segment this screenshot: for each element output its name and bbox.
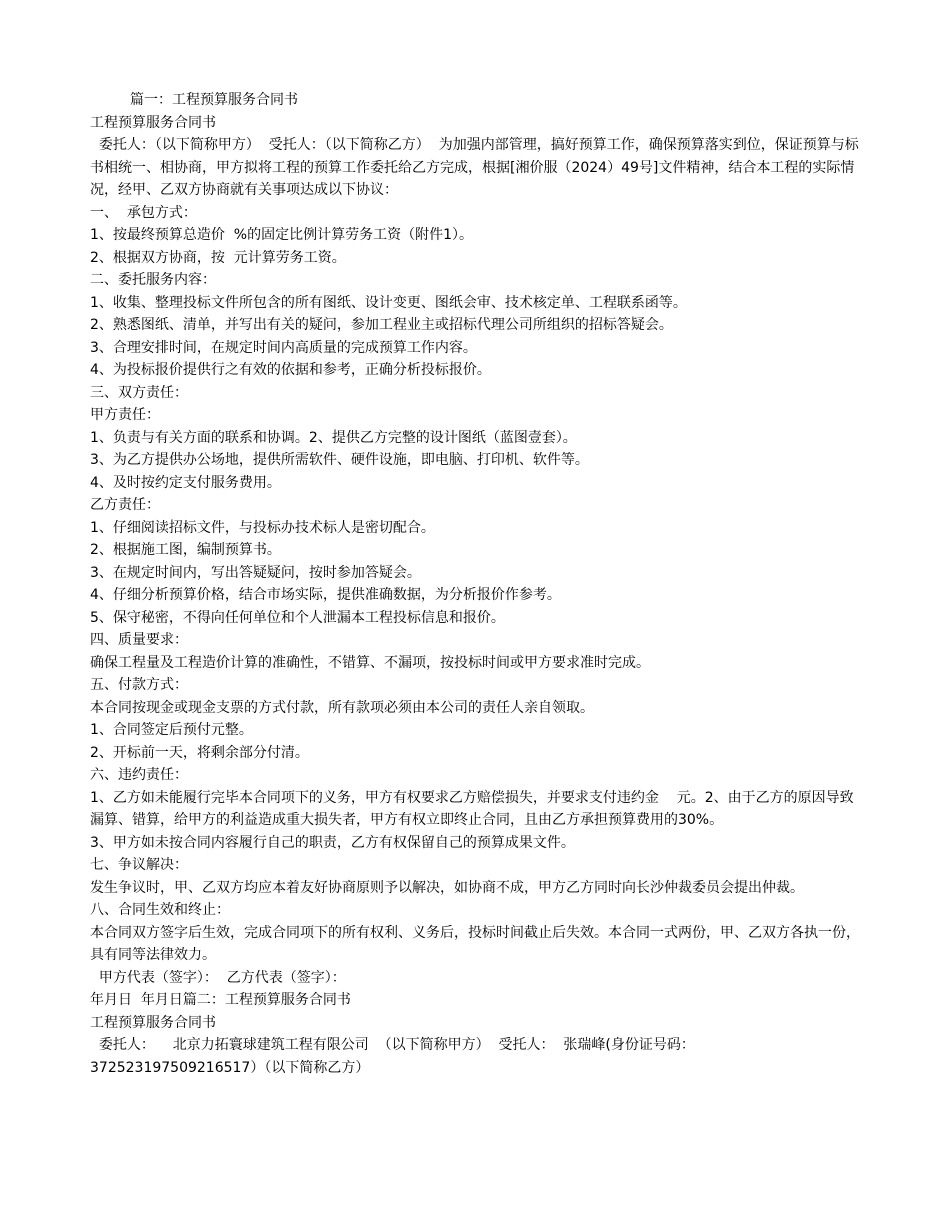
document-body <box>90 89 862 1079</box>
list-item: 3、甲方如未按合同内容履行自己的职责，乙方有权保留自己的预算成果文件。 <box>90 834 575 851</box>
list-item: 3、为乙方提供办公场地，提供所需软件、硬件设施，即电脑、打印机、软件等。 <box>90 452 589 468</box>
paragraph: 发生争议时，甲、乙双方均应本着友好协商原则予以解决，如协商不成，甲方乙方同时向长沙仲裁委员会提出仲裁。 <box>90 879 804 896</box>
doc-title: 工程预算服务合同书 <box>90 114 216 131</box>
list-item: 5、保守秘密，不得向任何单位和个人泄漏本工程投标信息和报价。 <box>90 609 505 626</box>
list-item: 1、仔细阅读招标文件，与投标办技术标人是密切配合。 <box>90 519 435 536</box>
list-item: 2、根据双方协商，按 元计算劳务工资。 <box>90 249 346 266</box>
section-6-heading: 六、违约责任： <box>90 767 188 783</box>
section-4-heading: 四、质量要求： <box>90 632 188 648</box>
section-5-heading: 五、付款方式： <box>90 677 188 693</box>
paragraph: 本合同按现金或现金支票的方式付款，所有款项必须由本公司的责任人亲自领取。 <box>90 699 594 716</box>
paragraph: 本合同双方签字后生效，完成合同项下的所有权利、义务后，投标时间截止后失效。本合同一式两份，甲、乙双方各执一份，具有同等法律效力。 <box>90 924 860 963</box>
date-line: 年月日 年月日篇二：工程预算服务合同书 <box>90 992 351 1008</box>
paragraph: 确保工程量及工程造价计算的准确性，不错算、不漏项，按投标时间或甲方要求准时完成。 <box>90 654 650 671</box>
list-item: 4、仔细分析预算价格，结合市场实际，提供准确数据，为分析报价作参考。 <box>90 587 561 603</box>
paragraph-parties: 委托人： 北京力拓寰球建筑工程有限公司 （以下简称甲方） 受托人： 张瑞峰(身份证号码：372523197509216517）（以下简称乙方） <box>90 1037 695 1076</box>
list-item: 1、合同签定后预付元整。 <box>90 722 253 738</box>
doc-title-2: 工程预算服务合同书 <box>90 1014 216 1031</box>
section-7-heading: 七、争议解决： <box>90 857 188 873</box>
section-3-heading: 三、双方责任： <box>90 384 188 401</box>
list-item: 2、熟悉图纸、清单，并写出有关的疑问，参加工程业主或招标代理公司所组织的招标答疑会。 <box>90 317 673 333</box>
party-a-responsibility-heading: 甲方责任： <box>90 407 160 423</box>
section-heading: 篇一：工程预算服务合同书 <box>130 92 298 108</box>
list-item: 1、负责与有关方面的联系和协调。2、提供乙方完整的设计图纸（蓝图壹套）。 <box>90 429 577 446</box>
list-item: 2、开标前一天，将剩余部分付清。 <box>90 744 309 761</box>
list-item: 3、合理安排时间，在规定时间内高质量的完成预算工作内容。 <box>90 339 477 356</box>
section-1-heading: 一、 承包方式： <box>90 204 197 221</box>
list-item: 4、为投标报价提供行之有效的依据和参考，正确分析投标报价。 <box>90 362 491 378</box>
section-2-heading: 二、委托服务内容： <box>90 272 216 288</box>
signature-line: 甲方代表（签字）： 乙方代表（签字）： <box>90 969 346 986</box>
list-item: 3、在规定时间内，写出答疑疑问，按时参加答疑会。 <box>90 564 421 581</box>
list-item: 1、收集、整理投标文件所包含的所有图纸、设计变更、图纸会审、技术核定单、工程联系函等。 <box>90 294 687 311</box>
list-item: 1、乙方如未能履行完毕本合同项下的义务，甲方有权要求乙方赔偿损失，并要求支付违约金 元。2、由于乙方的原因导致漏算、错算，给甲方的利益造成重大损失者，甲方有权立即终止合同，且由乙方承担预算费用的30%。 <box>90 789 854 828</box>
list-item: 1、按最终预算总造价 %的固定比例计算劳务工资（附件1）。 <box>90 227 474 243</box>
list-item: 2、根据施工图，编制预算书。 <box>90 542 281 558</box>
list-item: 4、及时按约定支付服务费用。 <box>90 474 281 491</box>
paragraph-intro: 委托人：（以下简称甲方） 受托人：（以下简称乙方） 为加强内部管理，搞好预算工作，确保预算落实到位，保证预算与标书相统一、相协商，甲方拟将工程的预算工作委托给乙方完成，根据[湘价服（2024）49号]文件精神，结合本工程的实际情况，经甲、乙双方协商就有关事项达成以下协议： <box>90 137 859 198</box>
section-8-heading: 八、合同生效和终止： <box>90 902 230 918</box>
party-b-responsibility-heading: 乙方责任： <box>90 497 160 513</box>
